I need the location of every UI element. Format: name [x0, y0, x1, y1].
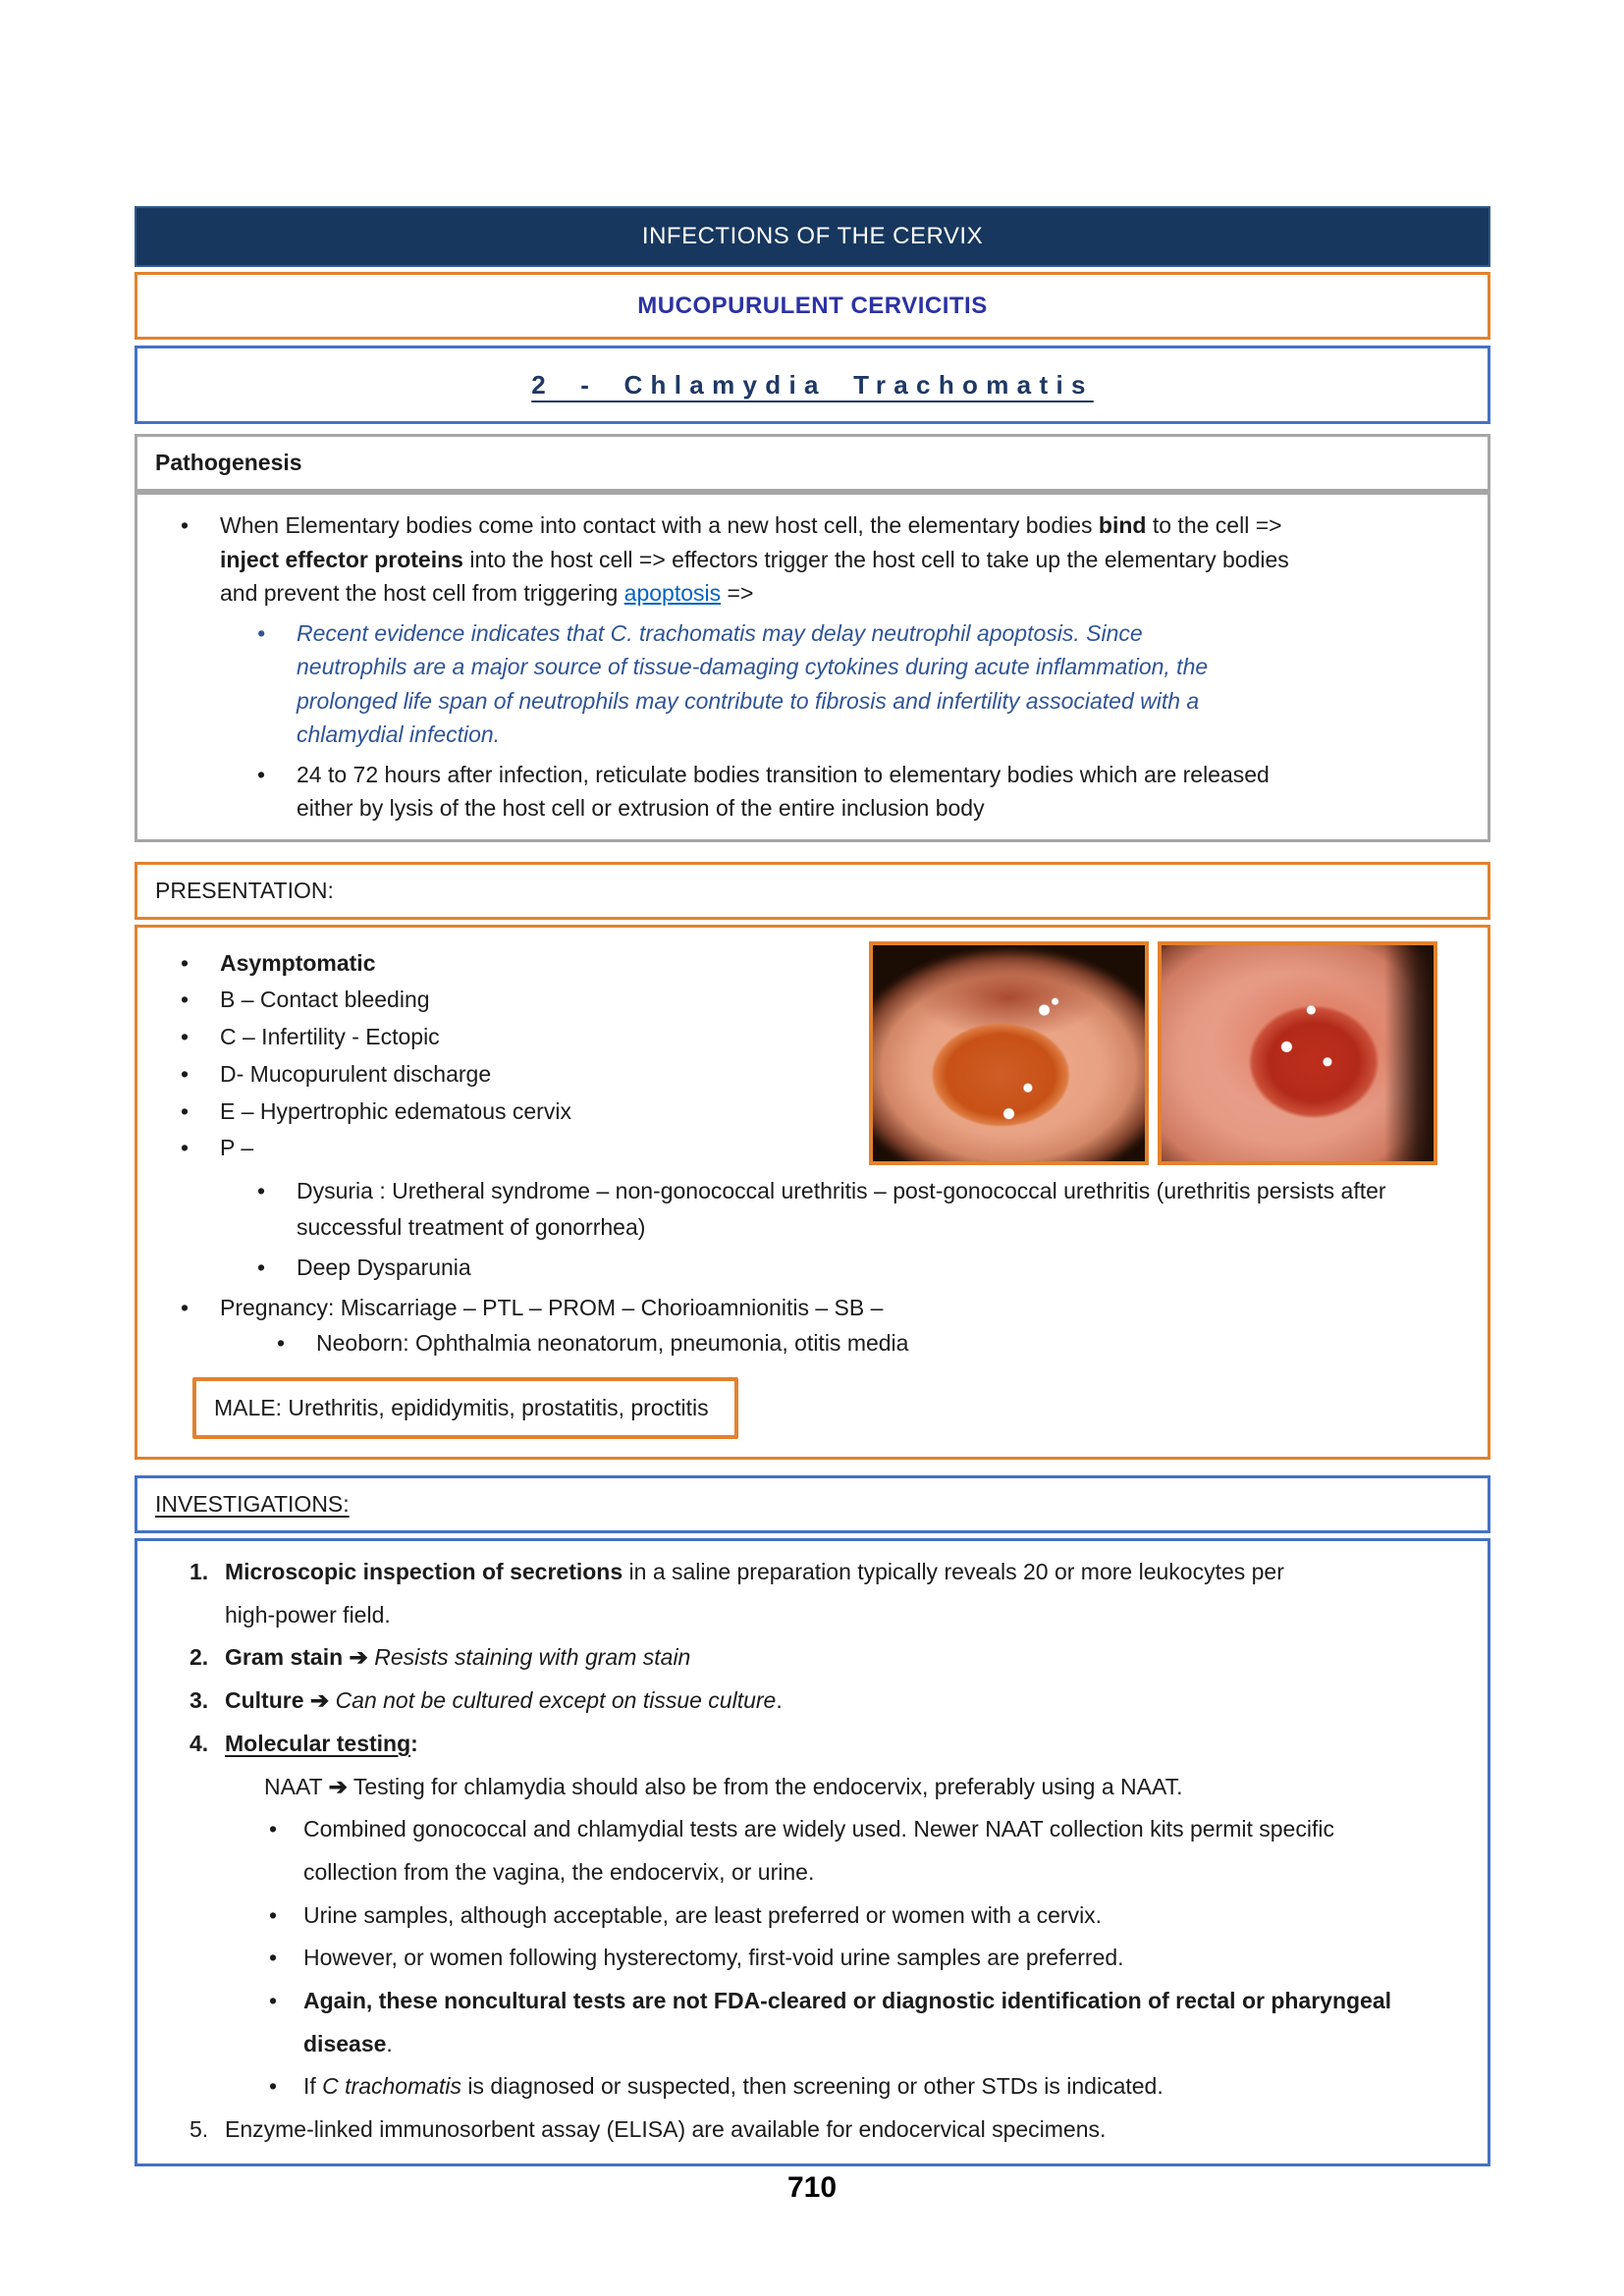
- bullet-icon: •: [269, 1816, 278, 1842]
- presentation-item-asymptomatic: • Asymptomatic: [151, 945, 869, 982]
- pathogenesis-sub-text: 24 to 72 hours after infection, reticulate bodies transition to elementary bodies which are released either by lysis of the host cell or extrusion of the entire inclusion body: [297, 761, 1270, 821]
- investigation-item-5: 5. Enzyme-linked immunosorbent assay (ELISA) are available for endocervical specimens.: [151, 2109, 1474, 2152]
- page-content: [135, 206, 1490, 2166]
- bullet-icon: •: [269, 1945, 278, 1971]
- naat-bullet-combined: • Combined gonococcal and chlamydial tests are widely used. Newer NAAT collection kits permit specific collection from the vagina, the endocervix, or urine.: [151, 1808, 1474, 1894]
- investigations-heading-label: INVESTIGATIONS:: [155, 1491, 350, 1518]
- bullet-icon: •: [257, 761, 266, 787]
- bullet-icon: •: [181, 949, 189, 976]
- pathogenesis-sub-bullet: [151, 758, 1474, 826]
- item-number: 5.: [189, 2116, 209, 2142]
- investigation-item-4: 4. Molecular testing:: [151, 1723, 1474, 1766]
- presentation-heading: [135, 862, 1490, 920]
- topic-title: 2 - Chlamydia Trachomatis: [531, 369, 1094, 400]
- bullet-icon: •: [277, 1330, 286, 1357]
- bullet-icon: •: [257, 619, 266, 646]
- subtitle-title: MUCOPURULENT CERVICITIS: [637, 292, 988, 319]
- investigation-item-1: 1. Microscopic inspection of secretions in a saline preparation typically reveals 20 or more leukocytes per high-power field.: [151, 1551, 1474, 1636]
- bullet-icon: •: [181, 1024, 189, 1050]
- bullet-icon: •: [269, 1901, 278, 1928]
- presentation-content: [135, 925, 1490, 1461]
- bullet-icon: •: [181, 1135, 189, 1161]
- page-number: 710: [786, 2171, 838, 2204]
- presentation-item-discharge: • D- Mucopurulent discharge: [151, 1056, 869, 1093]
- apoptosis-link[interactable]: apoptosis: [623, 580, 722, 606]
- item-number: 4.: [189, 1730, 209, 1756]
- investigation-item-3: 3. Culture ➔ Can not be cultured except on tissue culture.: [151, 1680, 1474, 1723]
- naat-line: NAAT ➔ Testing for chlamydia should also be from the endocervix, preferably using a NAAT.: [264, 1773, 1183, 1799]
- pathogenesis-main-text: When Elementary bodies come into contact with a new host cell, the elementary bodies bind to the cell => inject effector proteins into the host cell => effectors trigger the host cell to take up the elementary bodies and prevent the host cell from triggering apoptosis =>: [220, 512, 1289, 606]
- bullet-icon: •: [269, 2073, 278, 2100]
- presentation-item-contact-bleeding: • B – Contact bleeding: [151, 982, 869, 1018]
- investigation-item-2: 2. Gram stain ➔ Resists staining with gram stain: [151, 1636, 1474, 1680]
- male-presentation-box: [192, 1377, 738, 1439]
- subtitle-box: [135, 272, 1490, 340]
- presentation-list: [151, 941, 869, 1168]
- bullet-icon: •: [181, 987, 189, 1013]
- bullet-icon: •: [181, 512, 189, 538]
- presentation-item-infertility: • C – Infertility - Ectopic: [151, 1019, 869, 1055]
- pathogenesis-main-bullet: [151, 508, 1474, 611]
- cervix-photos: [869, 941, 1437, 1168]
- topic-box: [135, 346, 1490, 424]
- item-number: 3.: [189, 1687, 209, 1714]
- naat-bullet-urine: • Urine samples, although acceptable, are least preferred or women with a cervix.: [151, 1895, 1474, 1938]
- naat-bullet-screening: • If C trachomatis is diagnosed or suspected, then screening or other STDs is indicated.: [151, 2065, 1474, 2109]
- presentation-neoborn-bullet: • Neoborn: Ophthalmia neonatorum, pneumonia, otitis media: [151, 1325, 1474, 1362]
- bullet-icon: •: [181, 1294, 189, 1320]
- investigations-content: [135, 1538, 1490, 2166]
- bullet-icon: •: [181, 1097, 189, 1124]
- presentation-item-hypertrophic-cervix: • E – Hypertrophic edematous cervix: [151, 1094, 869, 1130]
- presentation-item-p: • P –: [151, 1130, 869, 1166]
- bullet-icon: •: [269, 1987, 278, 2013]
- pathogenesis-heading-label: Pathogenesis: [155, 450, 302, 475]
- cervix-colposcopy-photo-1: [869, 941, 1149, 1165]
- presentation-heading-label: PRESENTATION:: [155, 877, 334, 903]
- bullet-icon: •: [257, 1178, 266, 1204]
- bullet-icon: •: [181, 1060, 189, 1087]
- male-presentation-text: MALE: Urethritis, epididymitis, prostatitis, proctitis: [214, 1395, 709, 1421]
- presentation-pregnancy-bullet: • Pregnancy: Miscarriage – PTL – PROM – Chorioamnionitis – SB –: [151, 1290, 1474, 1326]
- pathogenesis-note-bullet: [151, 616, 1474, 752]
- naat-bullet-fda: • Again, these noncultural tests are not FDA-cleared or diagnostic identification of rectal or pharyngeal disease.: [151, 1980, 1474, 2065]
- presentation-dysuria-bullet: • Dysuria : Uretheral syndrome – non-gonococcal urethritis – post-gonococcal urethritis (urethritis persists after successful treatment of gonorrhea): [151, 1173, 1474, 1246]
- pathogenesis-heading: [135, 434, 1490, 492]
- pathogenesis-content: [135, 492, 1490, 842]
- banner-title: INFECTIONS OF THE CERVIX: [641, 223, 984, 249]
- bullet-icon: •: [257, 1254, 266, 1280]
- item-number: 2.: [189, 1644, 209, 1671]
- section-banner: [135, 206, 1490, 267]
- presentation-dysparunia-bullet: • Deep Dysparunia: [151, 1250, 1474, 1286]
- presentation-top-row: [151, 941, 1474, 1168]
- naat-bullet-hysterectomy: • However, or women following hysterectomy, first-void urine samples are preferred.: [151, 1937, 1474, 1980]
- investigations-heading: [135, 1475, 1490, 1533]
- item-number: 1.: [189, 1559, 209, 1585]
- pathogenesis-note-text: Recent evidence indicates that C. trachomatis may delay neutrophil apoptosis. Since neutrophils are a major source of tissue-damaging cytokines during acute inflammation, the prolonged life span of neutrophils may contribute to fibrosis and infertility associated with a chlamydial infection.: [297, 619, 1209, 747]
- cervix-colposcopy-photo-2: [1158, 941, 1437, 1165]
